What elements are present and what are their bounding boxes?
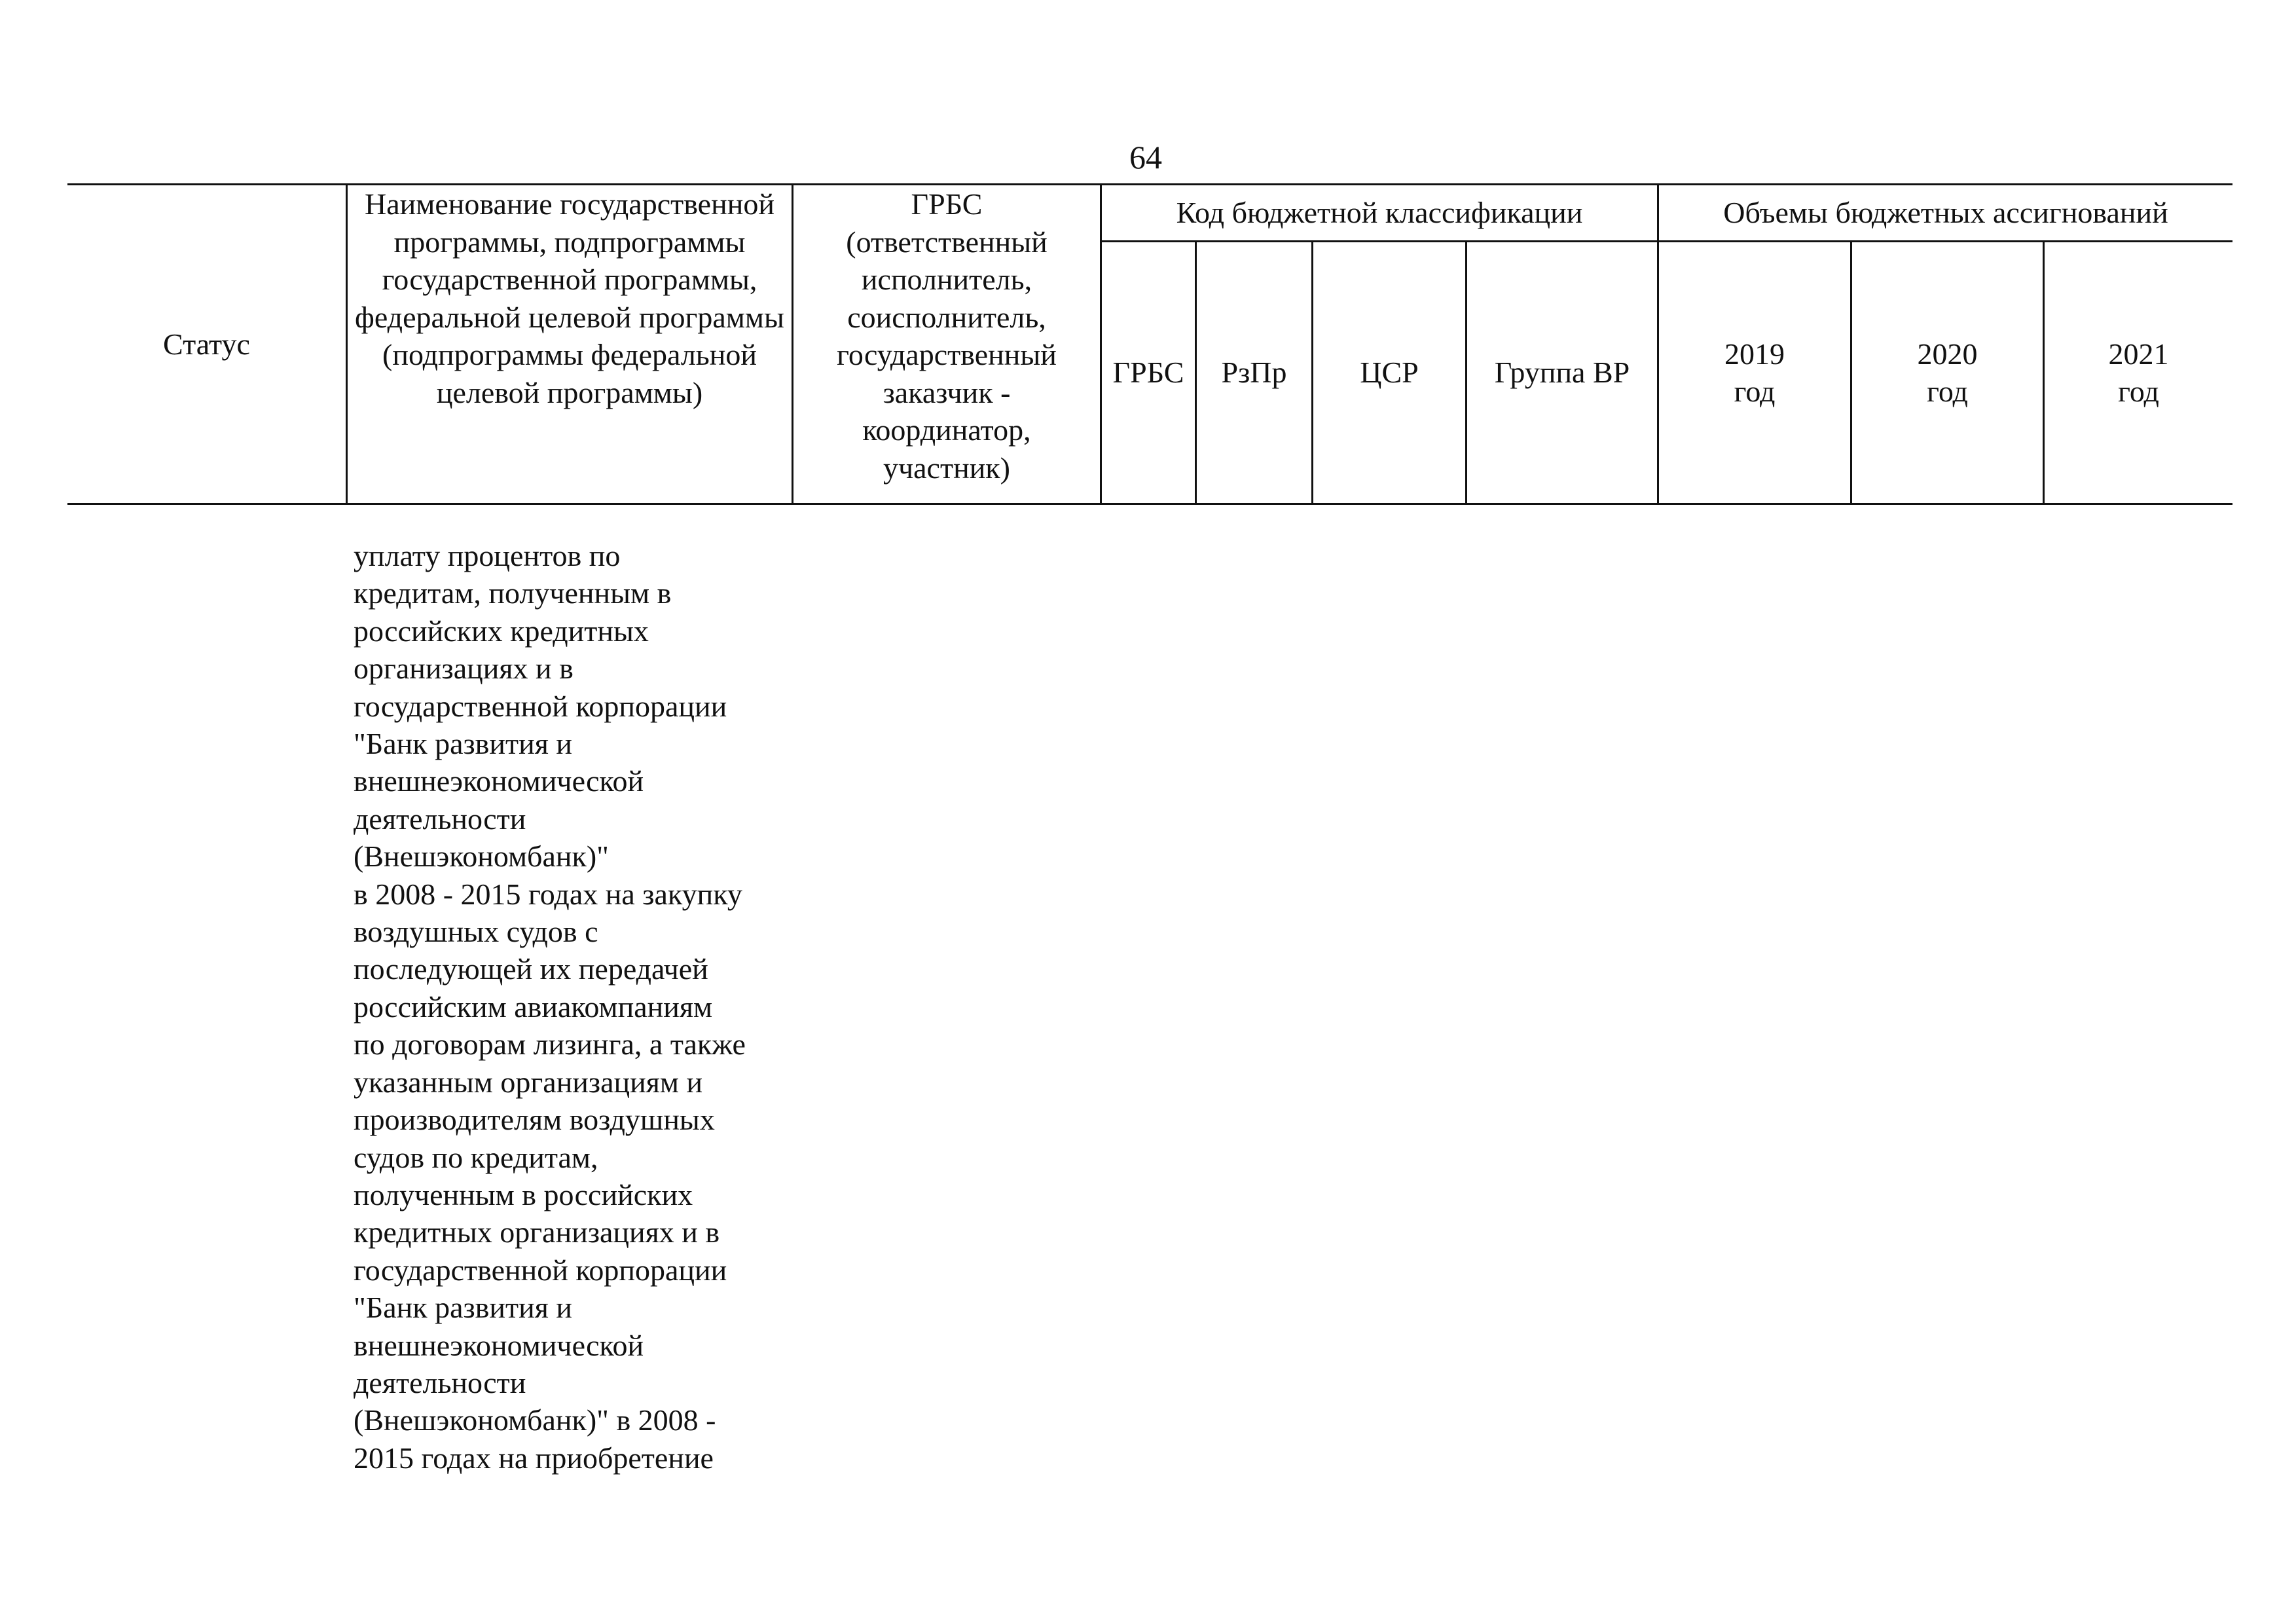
header-status: Статус xyxy=(163,327,250,361)
header-code-grbs: ГРБС xyxy=(1112,356,1184,390)
header-year-2020: 2020 год xyxy=(1917,337,1978,408)
header-grbs-role: ГРБС (ответственный исполнитель, соисполнитель, государственный заказчик - координатор, участник) xyxy=(837,187,1057,485)
header-program-name: Наименование государственной программы, подпрограммы государственной программы, федеральной целевой программы (подпрограммы федеральной целевой программы) xyxy=(355,187,784,409)
header-code-rzpr: РзПр xyxy=(1221,356,1287,390)
program-description-text: уплату процентов по кредитам, полученным в российских кредитных организациях и в государственной корпорации "Банк развития и внешнеэкономической деятельности (Внешэкономбанк)" в 2008 - 2015 годах на закупку воздушных судов с последующей их передачей российским авиакомпаниям по договорам лизинга, а также указанным организациям и производителям воздушных судов по кредитам, полученным в российских кредитных организациях и в государственной корпорации "Банк развития и внешнеэкономической деятельности (Внешэкономбанк)" в 2008 - 2015 годах на приобретение xyxy=(354,539,746,1475)
header-code-csr: ЦСР xyxy=(1360,356,1419,390)
header-budget-code-group: Код бюджетной классификации xyxy=(1176,196,1583,230)
header-year-2019: 2019 год xyxy=(1724,337,1785,408)
header-allocations-group: Объемы бюджетных ассигнований xyxy=(1723,196,2168,230)
header-code-group-vr: Группа ВР xyxy=(1494,356,1630,390)
page-number: 64 xyxy=(1129,139,1162,175)
header-year-2021: 2021 год xyxy=(2108,337,2169,408)
table-header-bottom-rule xyxy=(67,503,2232,505)
